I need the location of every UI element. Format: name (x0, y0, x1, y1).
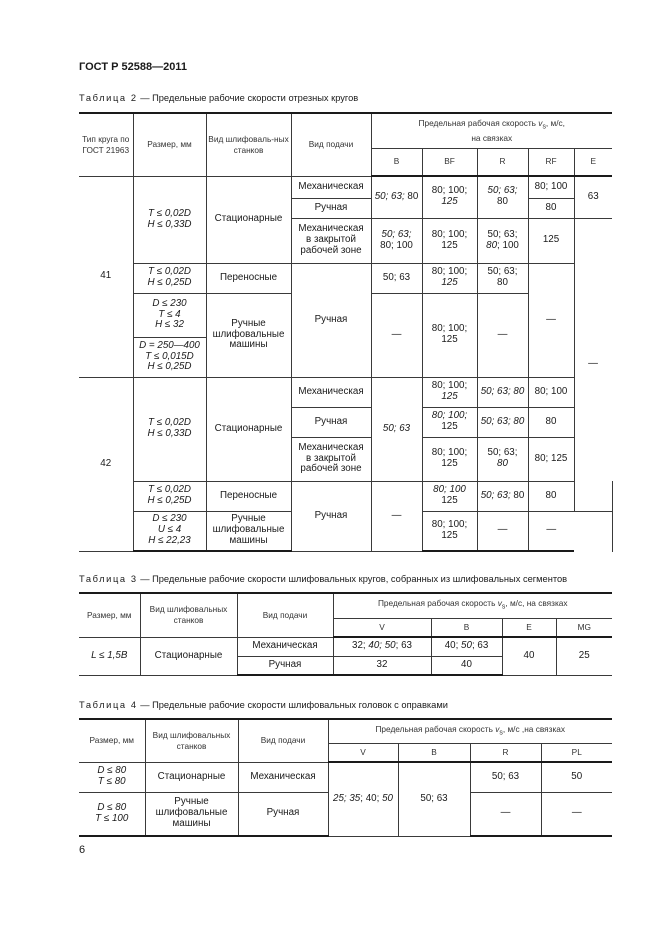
speed-header-suffix: на связках (471, 132, 513, 143)
machine-cell: Стационарные (145, 762, 238, 792)
size-cell: T ≤ 0,02D H ≤ 0,33D (133, 377, 206, 481)
table4-mounted-points (79, 718, 612, 837)
speed-header-text: Предельная рабочая скорость (418, 118, 539, 129)
table4-label: Таблица 4 (79, 700, 138, 710)
bond-v: V (328, 743, 398, 762)
value-cell: 80; 100; 125 (422, 377, 477, 407)
size-cell: D = 250—400 T ≤ 0,015D H ≤ 0,25D (133, 337, 206, 377)
feed-cell: Механическая в закрытой рабочей зоне (291, 218, 371, 263)
feed-cell: Механическая в закрытой рабочей зоне (291, 437, 371, 481)
speed-unit: , м/с ,на связках (502, 723, 566, 734)
col-machine-type: Вид шлифовальных станков (140, 593, 237, 637)
feed-cell: Ручная (291, 407, 371, 437)
size-cell: D ≤ 80 T ≤ 80 (79, 762, 145, 792)
table3-label: Таблица 3 (79, 574, 138, 584)
speed-subscript: s (499, 729, 503, 737)
value-cell: 50; 63; 80; 100 (477, 218, 528, 263)
value-cell: 80; 100 (528, 176, 574, 198)
value-cell: 50; 63; 80 (477, 437, 528, 481)
value-cell: 80; 125 (528, 437, 574, 481)
machine-cell: Стационарные (206, 176, 291, 263)
value-cell: — (371, 481, 422, 551)
bond-bf: BF (422, 148, 477, 176)
table-row (79, 263, 612, 293)
bond-e: E (502, 618, 556, 637)
value-cell: — (470, 792, 541, 836)
value-cell: 50; 63; 80 (477, 263, 528, 293)
speed-symbol: v (538, 118, 543, 129)
bond-b: B (398, 743, 470, 762)
value-cell: 50; 63 (371, 263, 422, 293)
value-cell: 50; 63; 80 (477, 407, 528, 437)
table3-segment-wheels (79, 592, 612, 676)
feed-cell: Ручная (291, 263, 371, 377)
bond-r: R (470, 743, 541, 762)
feed-cell: Ручная (237, 656, 333, 675)
value-cell: 80; 100; 125 (422, 263, 477, 293)
value-cell: — (371, 293, 422, 377)
col-machine-type: Вид шлифовальных станков (145, 719, 238, 762)
value-cell: 80; 100; 125 (422, 511, 477, 551)
table-row (79, 176, 612, 198)
value-cell: 32 (333, 656, 431, 675)
value-cell: — (477, 511, 528, 551)
feed-cell: Механическая (238, 762, 328, 792)
bond-v: V (333, 618, 431, 637)
bond-b: B (371, 148, 422, 176)
speed-header-text: Предельная рабочая скорость (375, 723, 496, 734)
bond-rf: RF (528, 148, 574, 176)
machine-cell: Ручные шлифовальные машины (206, 293, 291, 377)
value-cell: 50; 63 (371, 377, 422, 481)
value-cell: — (541, 792, 612, 836)
page-number: 6 (79, 844, 86, 856)
machine-cell: Переносные (206, 481, 291, 511)
bond-e: E (574, 148, 612, 176)
value-cell: 63 (574, 176, 612, 218)
wheel-type-42: 42 (79, 377, 133, 551)
machine-cell: Ручные шлифовальные машины (206, 511, 291, 551)
bond-mg: MG (556, 618, 612, 637)
col-size: Размер, мм (133, 113, 206, 176)
feed-cell: Ручная (291, 481, 371, 551)
speed-symbol: v (497, 598, 502, 609)
value-cell: 80 (528, 407, 574, 437)
wheel-type-41: 41 (79, 176, 133, 377)
col-size: Размер, мм (79, 719, 145, 762)
speed-unit: , м/с, на связках (505, 598, 568, 609)
col-max-speed (328, 719, 612, 743)
value-cell: 50; 63; 80 (477, 481, 528, 511)
value-cell: 50; 63; 80; 100 (371, 218, 422, 263)
table2-label: Таблица 2 (79, 93, 138, 103)
table-row (79, 377, 612, 407)
feed-cell: Ручная (238, 792, 328, 836)
col-size: Размер, мм (79, 593, 140, 637)
speed-unit: , м/с, (545, 118, 565, 129)
table3-title: — Предельные рабочие скорости шлифовальных кругов, собранных из шлифовальных сегментов (137, 574, 568, 584)
value-cell: 25 (556, 637, 612, 675)
value-cell: 40 (431, 656, 502, 675)
value-cell: 80; 100 (528, 377, 574, 407)
value-cell: 50; 63 (470, 762, 541, 792)
table2-cutting-wheels (79, 112, 612, 552)
value-cell: 40 (502, 637, 556, 675)
value-cell: 80; 100; 125 (422, 176, 477, 218)
value-cell: 80 (528, 198, 574, 218)
size-cell: D ≤ 230 U ≤ 4 H ≤ 22,23 (133, 511, 206, 551)
value-cell: 80; 100 125 (422, 481, 477, 511)
value-cell: 80; 100; 125 (422, 437, 477, 481)
table2-caption (79, 93, 358, 103)
col-max-speed (333, 593, 612, 618)
value-cell: 80; 100; 125 (422, 293, 477, 377)
value-cell: — (528, 511, 574, 551)
speed-symbol: v (495, 723, 500, 734)
feed-cell: Механическая (237, 637, 333, 656)
value-cell: 25; 35; 40; 50 (328, 762, 398, 836)
col-max-speed (371, 113, 612, 148)
table3-caption (79, 574, 567, 584)
value-cell: — (477, 293, 528, 377)
value-cell: 80; 100; 125 (422, 218, 477, 263)
size-cell: T ≤ 0,02D H ≤ 0,25D (133, 481, 206, 511)
machine-cell: Ручные шлифовальные машины (145, 792, 238, 836)
table-row (79, 637, 612, 656)
col-feed-type: Вид подачи (237, 593, 333, 637)
value-cell: 80; 100; 125 (422, 407, 477, 437)
machine-cell: Переносные (206, 263, 291, 293)
table2-title: — Предельные рабочие скорости отрезных кругов (137, 93, 359, 103)
col-machine-type: Вид шлифоваль-ных станков (206, 113, 291, 176)
value-cell: 125 (528, 218, 574, 263)
value-cell: 50; 63; 80 (477, 176, 528, 218)
feed-cell: Ручная (291, 198, 371, 218)
value-cell: 50; 63 (398, 762, 470, 836)
speed-subscript: s (542, 123, 546, 131)
table4-title: — Предельные рабочие скорости шлифовальных головок с оправками (137, 700, 448, 710)
speed-subscript: s (501, 604, 506, 612)
machine-cell: Стационарные (206, 377, 291, 481)
value-cell: 40; 50; 63 (431, 637, 502, 656)
value-cell: 50; 63; 80 (371, 176, 422, 218)
speed-header-text: Предельная рабочая скорость (377, 598, 498, 609)
value-cell: 50; 63; 80 (477, 377, 528, 407)
size-cell: D ≤ 230 T ≤ 4 H ≤ 32 (133, 293, 206, 337)
bond-pl: PL (541, 743, 612, 762)
size-cell: T ≤ 0,02D H ≤ 0,25D (133, 263, 206, 293)
value-cell: — (528, 263, 574, 377)
col-feed-type: Вид подачи (291, 113, 371, 176)
value-cell: 80 (528, 481, 574, 511)
col-feed-type: Вид подачи (238, 719, 328, 762)
table-row (79, 481, 612, 511)
standard-header: ГОСТ Р 52588—2011 (79, 61, 187, 73)
feed-cell: Механическая (291, 176, 371, 198)
table4-caption (79, 700, 448, 710)
machine-cell: Стационарные (140, 637, 237, 675)
value-cell: — (574, 218, 612, 511)
bond-b: B (431, 618, 502, 637)
size-cell: T ≤ 0,02D H ≤ 0,33D (133, 176, 206, 263)
value-cell: 50 (541, 762, 612, 792)
table-row (79, 762, 612, 792)
feed-cell: Механическая (291, 377, 371, 407)
bond-r: R (477, 148, 528, 176)
col-wheel-type: Тип круга по ГОСТ 21963 (79, 113, 133, 176)
size-cell: D ≤ 80 T ≤ 100 (79, 792, 145, 836)
size-cell: L ≤ 1,5B (79, 637, 140, 675)
value-cell: 32; 40; 50; 63 (333, 637, 431, 656)
